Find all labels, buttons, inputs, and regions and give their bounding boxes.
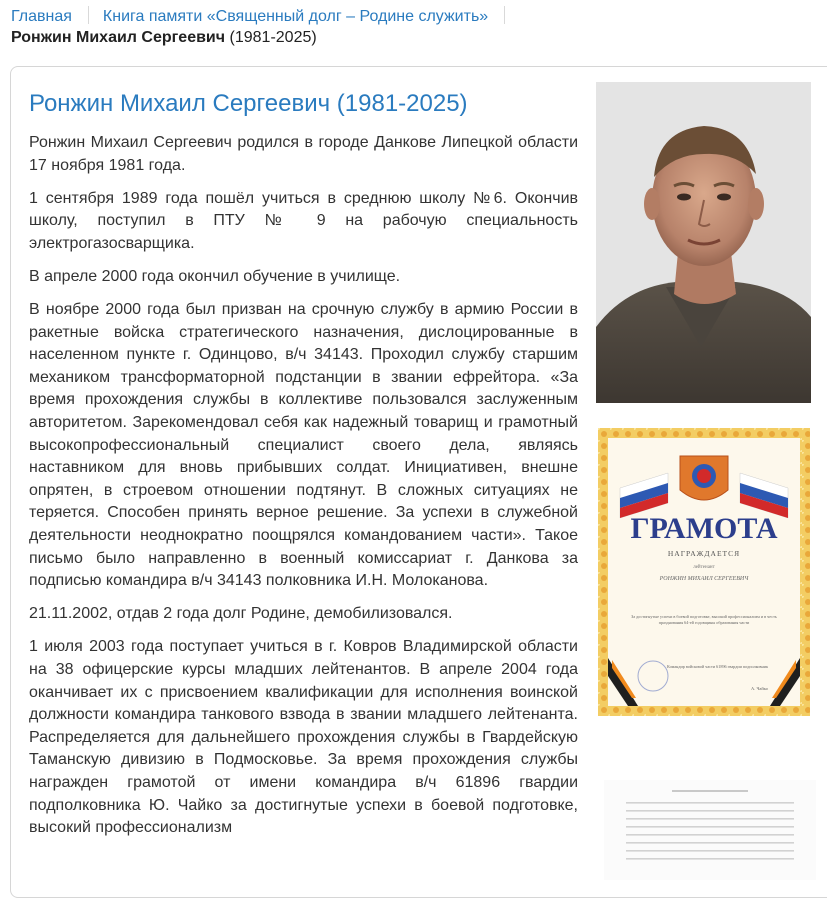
- portrait-photo[interactable]: [596, 82, 811, 403]
- certificate-svg: [598, 428, 810, 716]
- certificate-small-label: лейтенант: [693, 565, 715, 570]
- article-paragraph: В ноябре 2000 года был призван на срочную службу в армию России в ракетные войска стратегического назначения, дислоцированные в населенном пункте г. Одинцово, в/ч 34143. Проходил службу старшим механиком трансформаторной подстанции в звании ефрейтора. «За время прохождения службы в коллективе пользовался заслуженным авторитетом. Зарекомендовал себя как надежный товарищ и грамотный высокопрофессиональный специалист своего дела, являясь наставником для вновь прибывших солдат. Инициативен, внешне опрятен, в строевом отношении подтянут. В сложных ситуациях не теряется. Способен принять верное решение. За успехи в служебной деятельности неоднократно поощрялся командованием части». Такое письмо было направленно в военный комиссариат г. Данкова за подписью командира в/ч 34143 полковника И.Н. Молоканова.: [29, 301, 578, 590]
- page-title-name: Ронжин Михаил Сергеевич: [29, 90, 331, 117]
- page-title: [29, 89, 468, 119]
- certificate-reason: За достигнутые успехи в боевой подготовке, высокий профессионализм и в честь празднования 64-ей годовщины образования части: [631, 614, 777, 625]
- certificate-signer-title: Командир войсковой части 61896 гвардии подполковник: [667, 664, 768, 669]
- letter-image[interactable]: [604, 780, 816, 880]
- certificate-signer-name: А. Чайко: [750, 686, 768, 691]
- breadcrumb-section-link[interactable]: Книга памяти «Священный долг – Родине служить»: [102, 8, 489, 25]
- article-paragraph: 21.11.2002, отдав 2 года долг Родине, демобилизовался.: [29, 605, 453, 623]
- certificate-recipient: РОНЖИН МИХАИЛ СЕРГЕЕВИЧ: [659, 576, 749, 582]
- page-title-years: (1981-2025): [336, 90, 468, 117]
- breadcrumb-current-name: Ронжин Михаил Сергеевич: [11, 29, 226, 46]
- breadcrumb-current-years: (1981-2025): [229, 29, 317, 46]
- article-paragraph: Ронжин Михаил Сергеевич родился в городе Данкове Липецкой области 17 ноября 1981 года.: [29, 134, 578, 174]
- certificate-heading: ГРАМОТА: [630, 512, 778, 545]
- breadcrumb-current: [11, 28, 317, 48]
- breadcrumb-separator: [504, 6, 505, 24]
- breadcrumb-separator: [88, 6, 89, 24]
- article-paragraph: 1 июля 2003 года поступает учиться в г. Ковров Владимирской области на 38 офицерские курсы младших лейтенантов. В апреле 2004 года оканчивает их с присвоением квалификации для исполнения воинской должности командира танкового взвода в звании младшего лейтенанта. Распределяется для дальнейшего прохождения службы в Гвардейскую Таманскую дивизию в Подмосковье. За время прохождения службы награжден грамотой от имени командира в/ч 61896 гвардии подполковника Ю. Чайко за достигнутые успехи в боевой подготовке, высокий профессионализм: [29, 638, 578, 837]
- portrait-image: [596, 82, 811, 403]
- certificate-subheading: НАГРАЖДАЕТСЯ: [667, 549, 741, 558]
- breadcrumb-home-link[interactable]: Главная: [11, 8, 72, 25]
- breadcrumb: [11, 6, 519, 27]
- letter-svg: [604, 780, 816, 880]
- article-body: [29, 132, 578, 850]
- certificate-image[interactable]: [598, 428, 810, 716]
- article-paragraph: 1 сентября 1989 года пошёл учиться в среднюю школу №6. Окончив школу, поступил в ПТУ № 9 на рабочую специальность электрогазосварщика.: [29, 189, 578, 252]
- article-paragraph: В апреле 2000 года окончил обучение в училище.: [29, 267, 401, 285]
